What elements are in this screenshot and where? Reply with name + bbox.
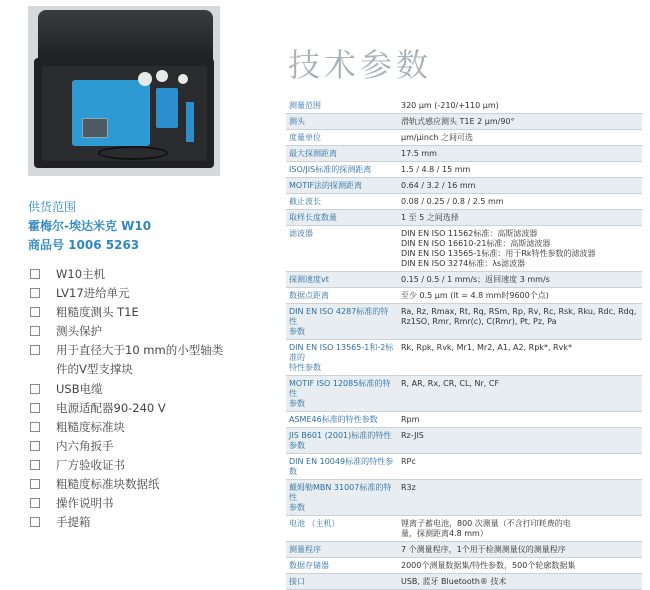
table-row: [286, 340, 642, 376]
table-row: [286, 304, 642, 340]
spec-key-line: ISO/JIS标准的探测距离: [289, 165, 372, 174]
list-item: [30, 513, 240, 532]
table-row: [286, 412, 642, 428]
list-item-label: 操作说明书: [56, 496, 114, 511]
list-item-label: 电源适配器90-240 V: [56, 400, 166, 415]
table-row: [286, 272, 642, 288]
spec-key-line: 探测速度vt: [289, 275, 329, 284]
spec-value-line: Rk, Rpk, Rvk, Mr1, Mr2, A1, A2, Rpk*, Rvk*: [401, 343, 572, 352]
spec-key-line: 截止波长: [289, 197, 321, 206]
spec-value: [398, 226, 642, 272]
spec-value: [398, 558, 642, 574]
spec-value: [398, 340, 642, 376]
table-row: [286, 130, 642, 146]
table-row: [286, 146, 642, 162]
checkbox-icon: [30, 479, 40, 489]
list-item-label: 厂方验收证书: [56, 457, 125, 472]
list-item-label: 内六角扳手: [56, 438, 114, 453]
spec-key-line: 数据点距离: [289, 291, 329, 300]
spec-value: [398, 480, 642, 516]
checkbox-icon: [30, 441, 40, 451]
spec-value-line: DIN EN ISO 13565-1标准：用于Rk特性参数的滤波器: [401, 249, 596, 258]
checkbox-icon: [30, 460, 40, 470]
spec-key: [286, 454, 398, 480]
spec-key: [286, 194, 398, 210]
spec-key-line: JIS B601 (2001)标准的特性: [289, 431, 392, 440]
checkbox-icon: [30, 288, 40, 298]
spec-key-line: ASME46标准的特性参数: [289, 415, 378, 424]
spec-key: [286, 516, 398, 542]
spec-key: [286, 412, 398, 428]
table-row: [286, 428, 642, 454]
list-item: [30, 437, 240, 456]
table-row: [286, 210, 642, 226]
spec-key-line: DIN EN 10049标准的特性参数: [289, 457, 394, 476]
checkbox-icon: [30, 326, 40, 336]
spec-value-line: 至少 0.5 μm (lt = 4.8 mm时9600个点): [401, 291, 549, 300]
list-item: [30, 265, 240, 284]
spec-value-line: DIN EN ISO 3274标准：λs滤波器: [401, 259, 526, 268]
spec-value-line: 0.08 / 0.25 / 0.8 / 2.5 mm: [401, 197, 504, 206]
table-row: [286, 114, 642, 130]
spec-key-line: 数据存储器: [289, 561, 329, 570]
checkbox-icon: [30, 498, 40, 508]
list-item: [30, 475, 240, 494]
spec-value: [398, 288, 642, 304]
spec-key: [286, 130, 398, 146]
table-row: [286, 454, 642, 480]
table-row: [286, 376, 642, 412]
spec-key-line: 戴姆勒MBN 31007标准的特性: [289, 483, 392, 502]
spec-key-line: 取样长度数量: [289, 213, 337, 222]
spec-key: [286, 340, 398, 376]
spec-key-line: MOTIF ISO 12085标准的特性: [289, 379, 391, 398]
list-item: [30, 303, 240, 322]
spec-value: [398, 146, 642, 162]
spec-value-line: USB, 蓝牙 Bluetooth® 技术: [401, 577, 507, 586]
spec-value-line: R3z: [401, 483, 416, 492]
checkbox-icon: [30, 384, 40, 394]
spec-value: [398, 272, 642, 288]
list-item-label: 粗糙度测头 T1E: [56, 305, 139, 320]
spec-value-line: 量，探测距离4.8 mm）: [401, 529, 488, 538]
spec-value-line: Ra, Rz, Rmax, Rt, Rq, RSm, Rp, Rv, Rc, Rsk, Rku, Rdc, Rdq,: [401, 307, 637, 316]
spec-value-line: 滑轨式感应测头 T1E 2 μm/90°: [401, 117, 515, 126]
spec-value: [398, 194, 642, 210]
list-item-label: 用于直径大于10 mm的小型轴类: [56, 343, 224, 358]
paper-roll: [156, 70, 168, 82]
checkbox-icon: [30, 269, 40, 279]
table-row: [286, 558, 642, 574]
spec-key-line: 度量单位: [289, 133, 321, 142]
spec-value-line: 7 个测量程序，1个用于检测测量仪的测量程序: [401, 545, 566, 554]
spec-key: [286, 480, 398, 516]
table-row: [286, 98, 642, 114]
spec-table: [286, 98, 642, 590]
table-row: [286, 226, 642, 272]
spec-value: [398, 162, 642, 178]
table-row: [286, 288, 642, 304]
probe: [186, 102, 194, 142]
spec-value-line: Rz-JIS: [401, 431, 424, 440]
spec-key: [286, 226, 398, 272]
spec-key-line: DIN EN ISO 13565-1和-2标准的: [289, 343, 394, 362]
list-item-label: W10主机: [56, 267, 106, 281]
spec-key-line: 参数: [289, 503, 305, 512]
spec-value-line: 1 至 5 之间选择: [401, 213, 459, 222]
delivery-scope-heading: [28, 198, 228, 255]
table-row: [286, 194, 642, 210]
usb-cable: [98, 146, 168, 160]
spec-value-line: 0.15 / 0.5 / 1 mm/s；返回速度 3 mm/s: [401, 275, 550, 284]
list-item: [30, 341, 240, 379]
spec-key: [286, 304, 398, 340]
paper-roll: [138, 72, 152, 86]
spec-value-line: R, AR, Rx, CR, CL, Nr, CF: [401, 379, 500, 388]
delivery-scope-label: 供货范围: [28, 200, 77, 214]
spec-key: [286, 146, 398, 162]
list-item-label: 粗糙度标准块: [56, 419, 125, 434]
spec-key-line: 滤波器: [289, 229, 313, 238]
spec-key-line: 测量范围: [289, 101, 321, 110]
spec-key: [286, 376, 398, 412]
spec-value-line: μm/μinch 之间可选: [401, 133, 473, 142]
spec-key: [286, 114, 398, 130]
spec-key-line: 参数: [289, 327, 305, 336]
spec-value: [398, 98, 642, 114]
checkbox-icon: [30, 403, 40, 413]
spec-value-line: 1.5 / 4.8 / 15 mm: [401, 165, 471, 174]
spec-key: [286, 98, 398, 114]
table-row: [286, 516, 642, 542]
feed-unit: [156, 88, 178, 128]
spec-value-line: 锂离子蓄电池，800 次测量（不含打印耗费的电: [401, 519, 571, 528]
spec-value-line: RPc: [401, 457, 416, 466]
spec-key: [286, 210, 398, 226]
spec-key: [286, 428, 398, 454]
list-item: [30, 380, 240, 399]
spec-value: [398, 210, 642, 226]
list-item-label: LV17进给单元: [56, 286, 130, 301]
list-item: [30, 418, 240, 437]
device-display: [82, 118, 108, 138]
spec-key-line: 测量程序: [289, 545, 321, 554]
spec-value-line: DIN EN ISO 16610-21标准：高斯滤波器: [401, 239, 551, 248]
table-row: [286, 178, 642, 194]
spec-value-line: DIN EN ISO 11562标准：高斯滤波器: [401, 229, 538, 238]
list-item: [30, 456, 240, 475]
table-row: [286, 162, 642, 178]
spec-value-line: Rpm: [401, 415, 420, 424]
table-row: [286, 542, 642, 558]
spec-key-line: 参数: [289, 399, 305, 408]
spec-value: [398, 542, 642, 558]
item-number: 商品号 1006 5263: [28, 238, 140, 252]
spec-key-line: DIN EN ISO 4287标准的特性: [289, 307, 389, 326]
spec-value-line: 17.5 mm: [401, 149, 437, 158]
checkbox-icon: [30, 307, 40, 317]
list-item-label: USB电缆: [56, 381, 103, 396]
page-title: 技术参数: [288, 46, 433, 84]
spec-value-line: 2000个测量数据集/特性参数，500个轮廓数据集: [401, 561, 576, 570]
spec-value: [398, 304, 642, 340]
checkbox-icon: [30, 345, 40, 355]
spec-key: [286, 558, 398, 574]
spec-key-line: 测头: [289, 117, 305, 126]
spec-value: [398, 376, 642, 412]
spec-value: [398, 454, 642, 480]
spec-value-line: 320 μm (-210/+110 μm): [401, 101, 499, 110]
spec-key: [286, 288, 398, 304]
spec-key-line: 参数: [289, 441, 305, 450]
spec-key-line: 特性参数: [289, 363, 321, 372]
spec-value: [398, 428, 642, 454]
spec-key: [286, 574, 398, 590]
carrying-case-lid: [38, 10, 213, 62]
spec-key-line: 接口: [289, 577, 305, 586]
spec-value-line: Rz1SO, Rmr, Rmr(c), C(Rmr), Pt, Pz, Pa: [401, 317, 557, 326]
spec-value: [398, 178, 642, 194]
table-row: [286, 574, 642, 590]
list-item-label: 手提箱: [56, 515, 91, 530]
spec-value: [398, 516, 642, 542]
spec-key: [286, 178, 398, 194]
paper-roll: [178, 74, 188, 84]
list-item: [30, 322, 240, 341]
spec-key-line: 电池 （主机）: [289, 519, 340, 528]
checkbox-icon: [30, 517, 40, 527]
product-photo: [28, 6, 220, 176]
spec-key: [286, 272, 398, 288]
table-row: [286, 480, 642, 516]
spec-value: [398, 412, 642, 428]
list-item: [30, 399, 240, 418]
list-item-label: 测头保护: [56, 324, 102, 339]
list-item-label-continued: 件的V型支撑块: [56, 362, 133, 377]
spec-key-line: 最大探测距离: [289, 149, 337, 158]
checkbox-icon: [30, 422, 40, 432]
list-item: [30, 494, 240, 513]
list-item-label: 粗糙度标准块数据纸: [56, 477, 160, 492]
spec-key: [286, 162, 398, 178]
spec-key: [286, 542, 398, 558]
spec-key-line: MOTIF法的探测距离: [289, 181, 363, 190]
product-name: 霍梅尔-埃达米克 W10: [28, 219, 152, 233]
spec-value-line: 0.64 / 3.2 / 16 mm: [401, 181, 476, 190]
list-item: [30, 284, 240, 303]
spec-value: [398, 574, 642, 590]
delivery-scope-list: [30, 265, 240, 532]
spec-value: [398, 130, 642, 146]
spec-value: [398, 114, 642, 130]
